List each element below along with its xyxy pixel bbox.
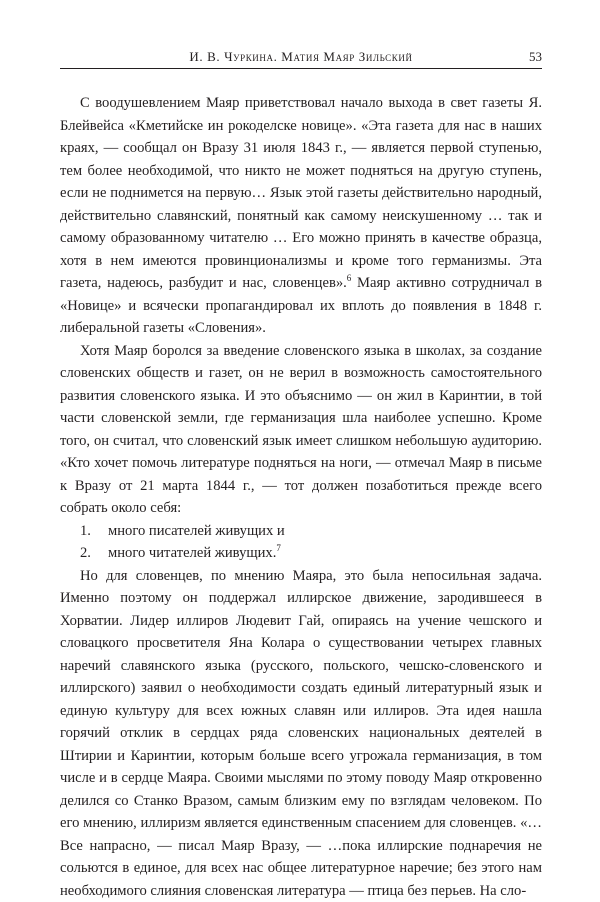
paragraph-2	[60, 340, 542, 520]
page-number: 53	[529, 49, 542, 65]
paragraph-3	[60, 565, 542, 902]
paragraph-1-text-after: Маяр активно сотрудничал в «Новице» и всячески пропагандировал их вплоть до появления в 1848 г. либеральной газеты «Словения».	[60, 275, 542, 336]
list-item	[60, 542, 542, 565]
running-title: И. В. Чуркина. Матия Маяр Зильский	[60, 49, 542, 65]
footnote-ref-7[interactable]: 7	[276, 543, 281, 553]
footnote-ref-6[interactable]: 6	[347, 273, 352, 283]
running-header	[60, 46, 542, 69]
list-item-number: 1.	[60, 520, 108, 543]
list-item	[60, 520, 542, 543]
paragraph-1-text: С воодушевлением Маяр приветствовал начало выхода в свет газеты Я. Блейвейса «Кметийске ин рокоделске новице». «Эта газета для нас в наших краях, — сообщал он Вразу 31 июля 1843 г., — является первой ступенью, тем более необходимой, что никто не может подняться на другую ступень, если не поднимется на первую… Язык этой газеты действительно народный, действительно славянский, понятный как самому неискушенному … так и самому образованному читателю … Его можно принять в качестве образца, хотя в нем имеются провинционализмы и кроме того германизмы. Эта газета, надеюсь, разбудит и нас, словенцев».	[60, 95, 542, 291]
paragraph-1	[60, 92, 542, 340]
list-item-number: 2.	[60, 542, 108, 565]
paragraph-2-text: Хотя Маяр боролся за введение словенского языка в школах, за создание словенских обществ и газет, он не верил в возможность самостоятельного развития словенского языка. И это объяснимо — он жил в Каринтии, в той части словенской земли, где германизация шла наиболее успешно. Кроме того, он считал, что словенский язык имеет слишком небольшую аудиторию. «Кто хочет помочь литературе подняться на ноги, — отмечал Маяр в письме к Вразу от 21 марта 1844 г., — тот должен позаботиться прежде всего собрать около себя:	[60, 343, 542, 517]
list-item-text: много писателей живущих и	[108, 520, 285, 543]
numbered-list	[60, 520, 542, 565]
paragraph-3-text: Но для словенцев, по мнению Маяра, это была непосильная задача. Именно поэтому он поддержал иллирское движение, зародившееся в Хорватии. Лидер иллиров Людевит Гай, опираясь на учение чешского и словацкого просветителя Яна Колара о существовании четырех главных наречий славянского языка (русского, польского, чешско-словенского и иллирского) заявил о необходимости создать единый литературный язык и единую культуру для всех южных славян или иллиров. Эта идея нашла горячий отклик в сердцах ряда словенских национальных деятелей в Штирии и Каринтии, которым больше всего угрожала германизация, в том числе и в сердце Маяра. Своими мыслями по этому поводу Маяр откровенно делился со Станко Вразом, самым близким ему по взглядам человеком. По его мнению, иллиризм является единственным спасением для словенцев. «…Все напрасно, — писал Маяр Вразу, — …пока иллирские поднаречия не сольются в единое, для всех нас общее литературное наречие; без этого нам необходимого слияния словенская литература — птица без перьев. На сло-	[60, 568, 542, 899]
page-body	[60, 92, 542, 902]
list-item-text: много читателей живущих.	[108, 545, 276, 561]
